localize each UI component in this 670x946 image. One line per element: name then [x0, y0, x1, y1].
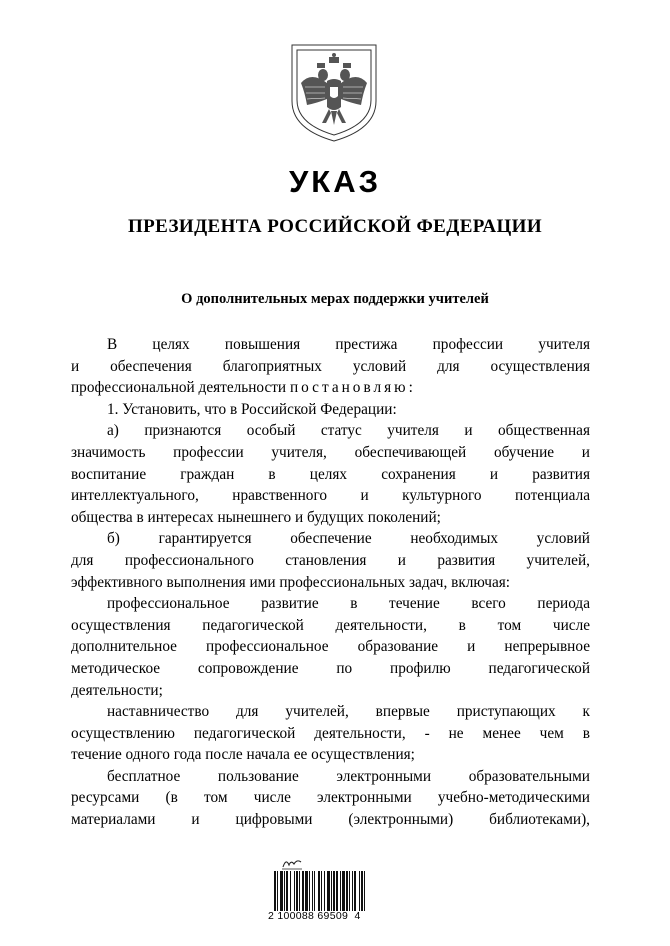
text-line: 1. Установить, что в Российской Федерации:: [107, 400, 397, 418]
text-line: для профессионального становления и развития учителей,: [71, 551, 590, 569]
page-title: УКАЗ: [288, 164, 381, 199]
coat-of-arms-icon: [289, 43, 379, 143]
text-line: а) признаются особый статус учителя и общественная: [107, 422, 590, 440]
text-line: методическое сопровождение по профилю педагогической: [71, 659, 590, 677]
text-line: материалами и цифровыми (электронными) библиотеками),: [71, 811, 590, 829]
text-fragment: профессиональной деятельности: [71, 379, 290, 397]
barcode-number: 2 100088 69509 4: [268, 910, 361, 922]
text-line: деятельности;: [71, 681, 163, 699]
text-line: В целях повышения престижа профессии учителя: [107, 336, 590, 353]
handwritten-mark-icon: [281, 856, 303, 870]
text-line: и обеспечения благоприятных условий для осуществления: [71, 357, 590, 375]
text-line: эффективного выполнения ими профессиональных задач, включая:: [71, 573, 511, 591]
text-line: осуществления педагогической деятельности, в том числе: [71, 616, 590, 634]
document-footer: [268, 856, 408, 926]
barcode-icon: [274, 871, 400, 911]
text-line: наставничество для учителей, впервые приступающих к: [107, 703, 590, 721]
spaced-word: постановляю: [289, 379, 409, 397]
text-line: осуществлению педагогической деятельности, - не менее чем в: [71, 724, 590, 742]
text-line: профессиональное развитие в течение всего периода: [107, 595, 590, 613]
decree-body: [71, 334, 590, 831]
text-line: дополнительное профессиональное образование и непрерывное: [71, 638, 590, 656]
text-line: течение одного года после начала ее осуществления;: [71, 746, 415, 764]
text-line: общества в интересах нынешнего и будущих поколений;: [71, 508, 441, 526]
text-line: воспитание граждан в целях сохранения и развития: [71, 465, 590, 483]
text-line: значимость профессии учителя, обеспечивающей обучение и: [71, 443, 590, 461]
text-line: интеллектуального, нравственного и культурного потенциала: [71, 487, 590, 505]
text-line: бесплатное пользование электронными образовательными: [107, 767, 590, 785]
decree-name: О дополнительных мерах поддержки учителей: [181, 291, 489, 307]
text-line: [71, 377, 590, 399]
text-line: ресурсами (в том числе электронными учебно-методическими: [71, 789, 590, 807]
text-line: б) гарантируется обеспечение необходимых условий: [107, 530, 590, 548]
page-subtitle: ПРЕЗИДЕНТА РОССИЙСКОЙ ФЕДЕРАЦИИ: [127, 216, 543, 237]
text-fragment: :: [408, 379, 413, 397]
